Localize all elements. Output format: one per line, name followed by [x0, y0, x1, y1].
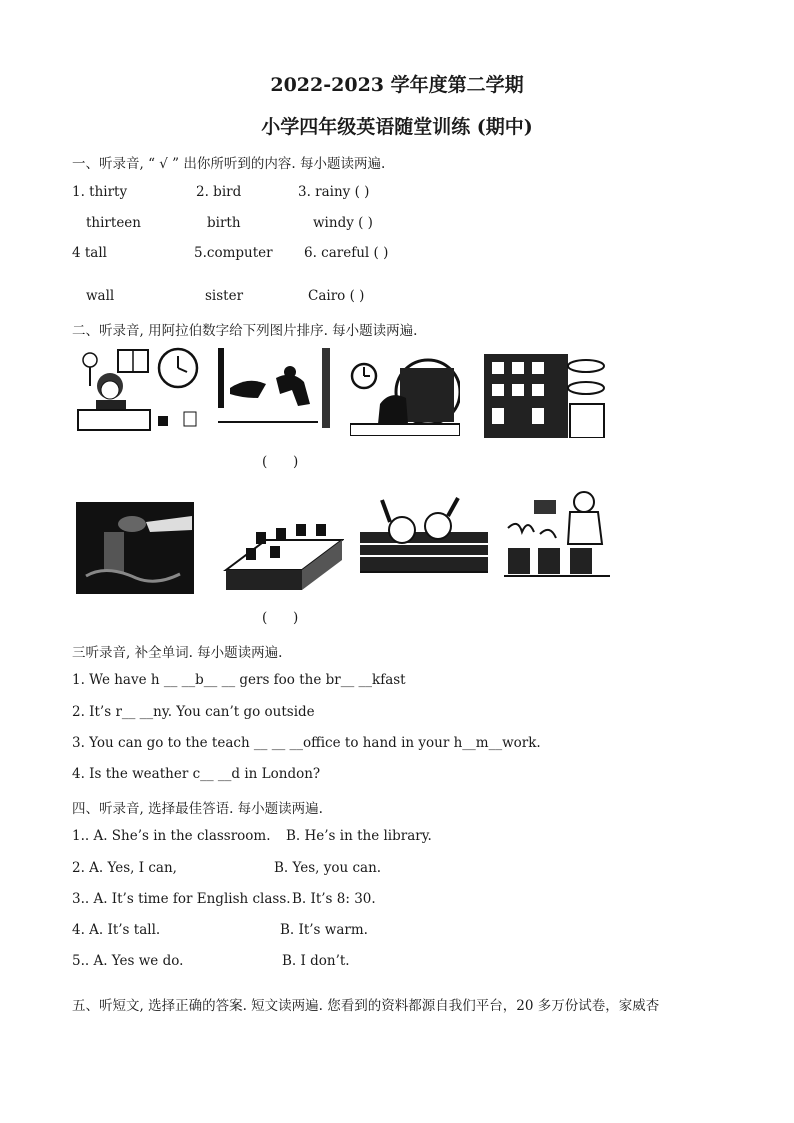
section2-answer-2[interactable]: ( )	[262, 610, 299, 626]
page-subtitle: 小学四年级英语随堂训练 (期中)	[261, 116, 533, 138]
s4-q3-a: 3.. A. It’s time for English class.	[72, 891, 291, 907]
s1-r2-c1: thirteen	[86, 215, 141, 231]
section4-heading: 四、听录音, 选择最佳答语. 每小题读两遍.	[72, 801, 323, 817]
picture-watering-flowers	[504, 488, 610, 580]
s1-r2-c2: birth	[207, 215, 241, 231]
s3-item-4: 4. Is the weather c__ __d in London?	[72, 766, 321, 782]
s4-q3-b: B. It’s 8: 30.	[292, 891, 376, 907]
s1-r3-c1: 4 tall	[72, 245, 107, 261]
picture-running-people	[218, 348, 330, 428]
s1-r1-c3: 3. rainy ( )	[298, 184, 370, 200]
s1-r3-c3: 6. careful ( )	[304, 245, 389, 261]
s4-q4-b: B. It’s warm.	[280, 922, 368, 938]
section2-answer-1[interactable]: ( )	[262, 454, 299, 470]
s1-r4-c3: Cairo ( )	[308, 288, 365, 304]
section1-heading: 一、听录音, “ √ ” 出你所听到的内容. 每小题读两遍.	[72, 156, 386, 172]
s4-q1-a: 1.. A. She’s in the classroom.	[72, 828, 271, 844]
s4-q2-b: B. Yes, you can.	[274, 860, 382, 876]
picture-boy-clock	[74, 346, 202, 432]
s3-item-3: 3. You can go to the teach __ __ __office to hand in your h__m__work.	[72, 735, 541, 751]
s1-r2-c3: windy ( )	[313, 215, 373, 231]
page-title: 2022-2023 学年度第二学期	[270, 74, 524, 96]
picture-dark-scene	[76, 502, 194, 594]
s4-q1-b: B. He’s in the library.	[286, 828, 432, 844]
s3-item-1: 1. We have h __ __b__ __ gers foo the br__ __kfast	[72, 672, 406, 688]
s4-q4-a: 4. A. It’s tall.	[72, 922, 161, 938]
picture-building	[482, 352, 606, 438]
section5-heading: 五、听短文, 选择正确的答案. 短文读两遍. 您看到的资料都源自我们平台，20 多万份试卷，家威杏	[72, 998, 660, 1014]
s1-r1-c2: 2. bird	[196, 184, 242, 200]
s4-q5-a: 5.. A. Yes we do.	[72, 953, 184, 969]
s4-q5-b: B. I don’t.	[282, 953, 350, 969]
s4-q2-a: 2. A. Yes, I can,	[72, 860, 177, 876]
picture-blocks	[222, 500, 344, 592]
section3-heading: 三听录音, 补全单词. 每小题读两遍.	[72, 645, 283, 661]
s1-r1-c1: 1. thirty	[72, 184, 128, 200]
s3-item-2: 2. It’s r__ __ny. You can’t go outside	[72, 704, 315, 720]
s1-r4-c2: sister	[205, 288, 244, 304]
picture-swimming	[360, 492, 488, 576]
s1-r4-c1: wall	[86, 288, 115, 304]
s1-r3-c2: 5.computer	[194, 245, 273, 261]
picture-clock-window	[350, 354, 460, 436]
section2-heading: 二、听录音, 用阿拉伯数字给下列图片排序. 每小题读两遍.	[72, 323, 418, 339]
